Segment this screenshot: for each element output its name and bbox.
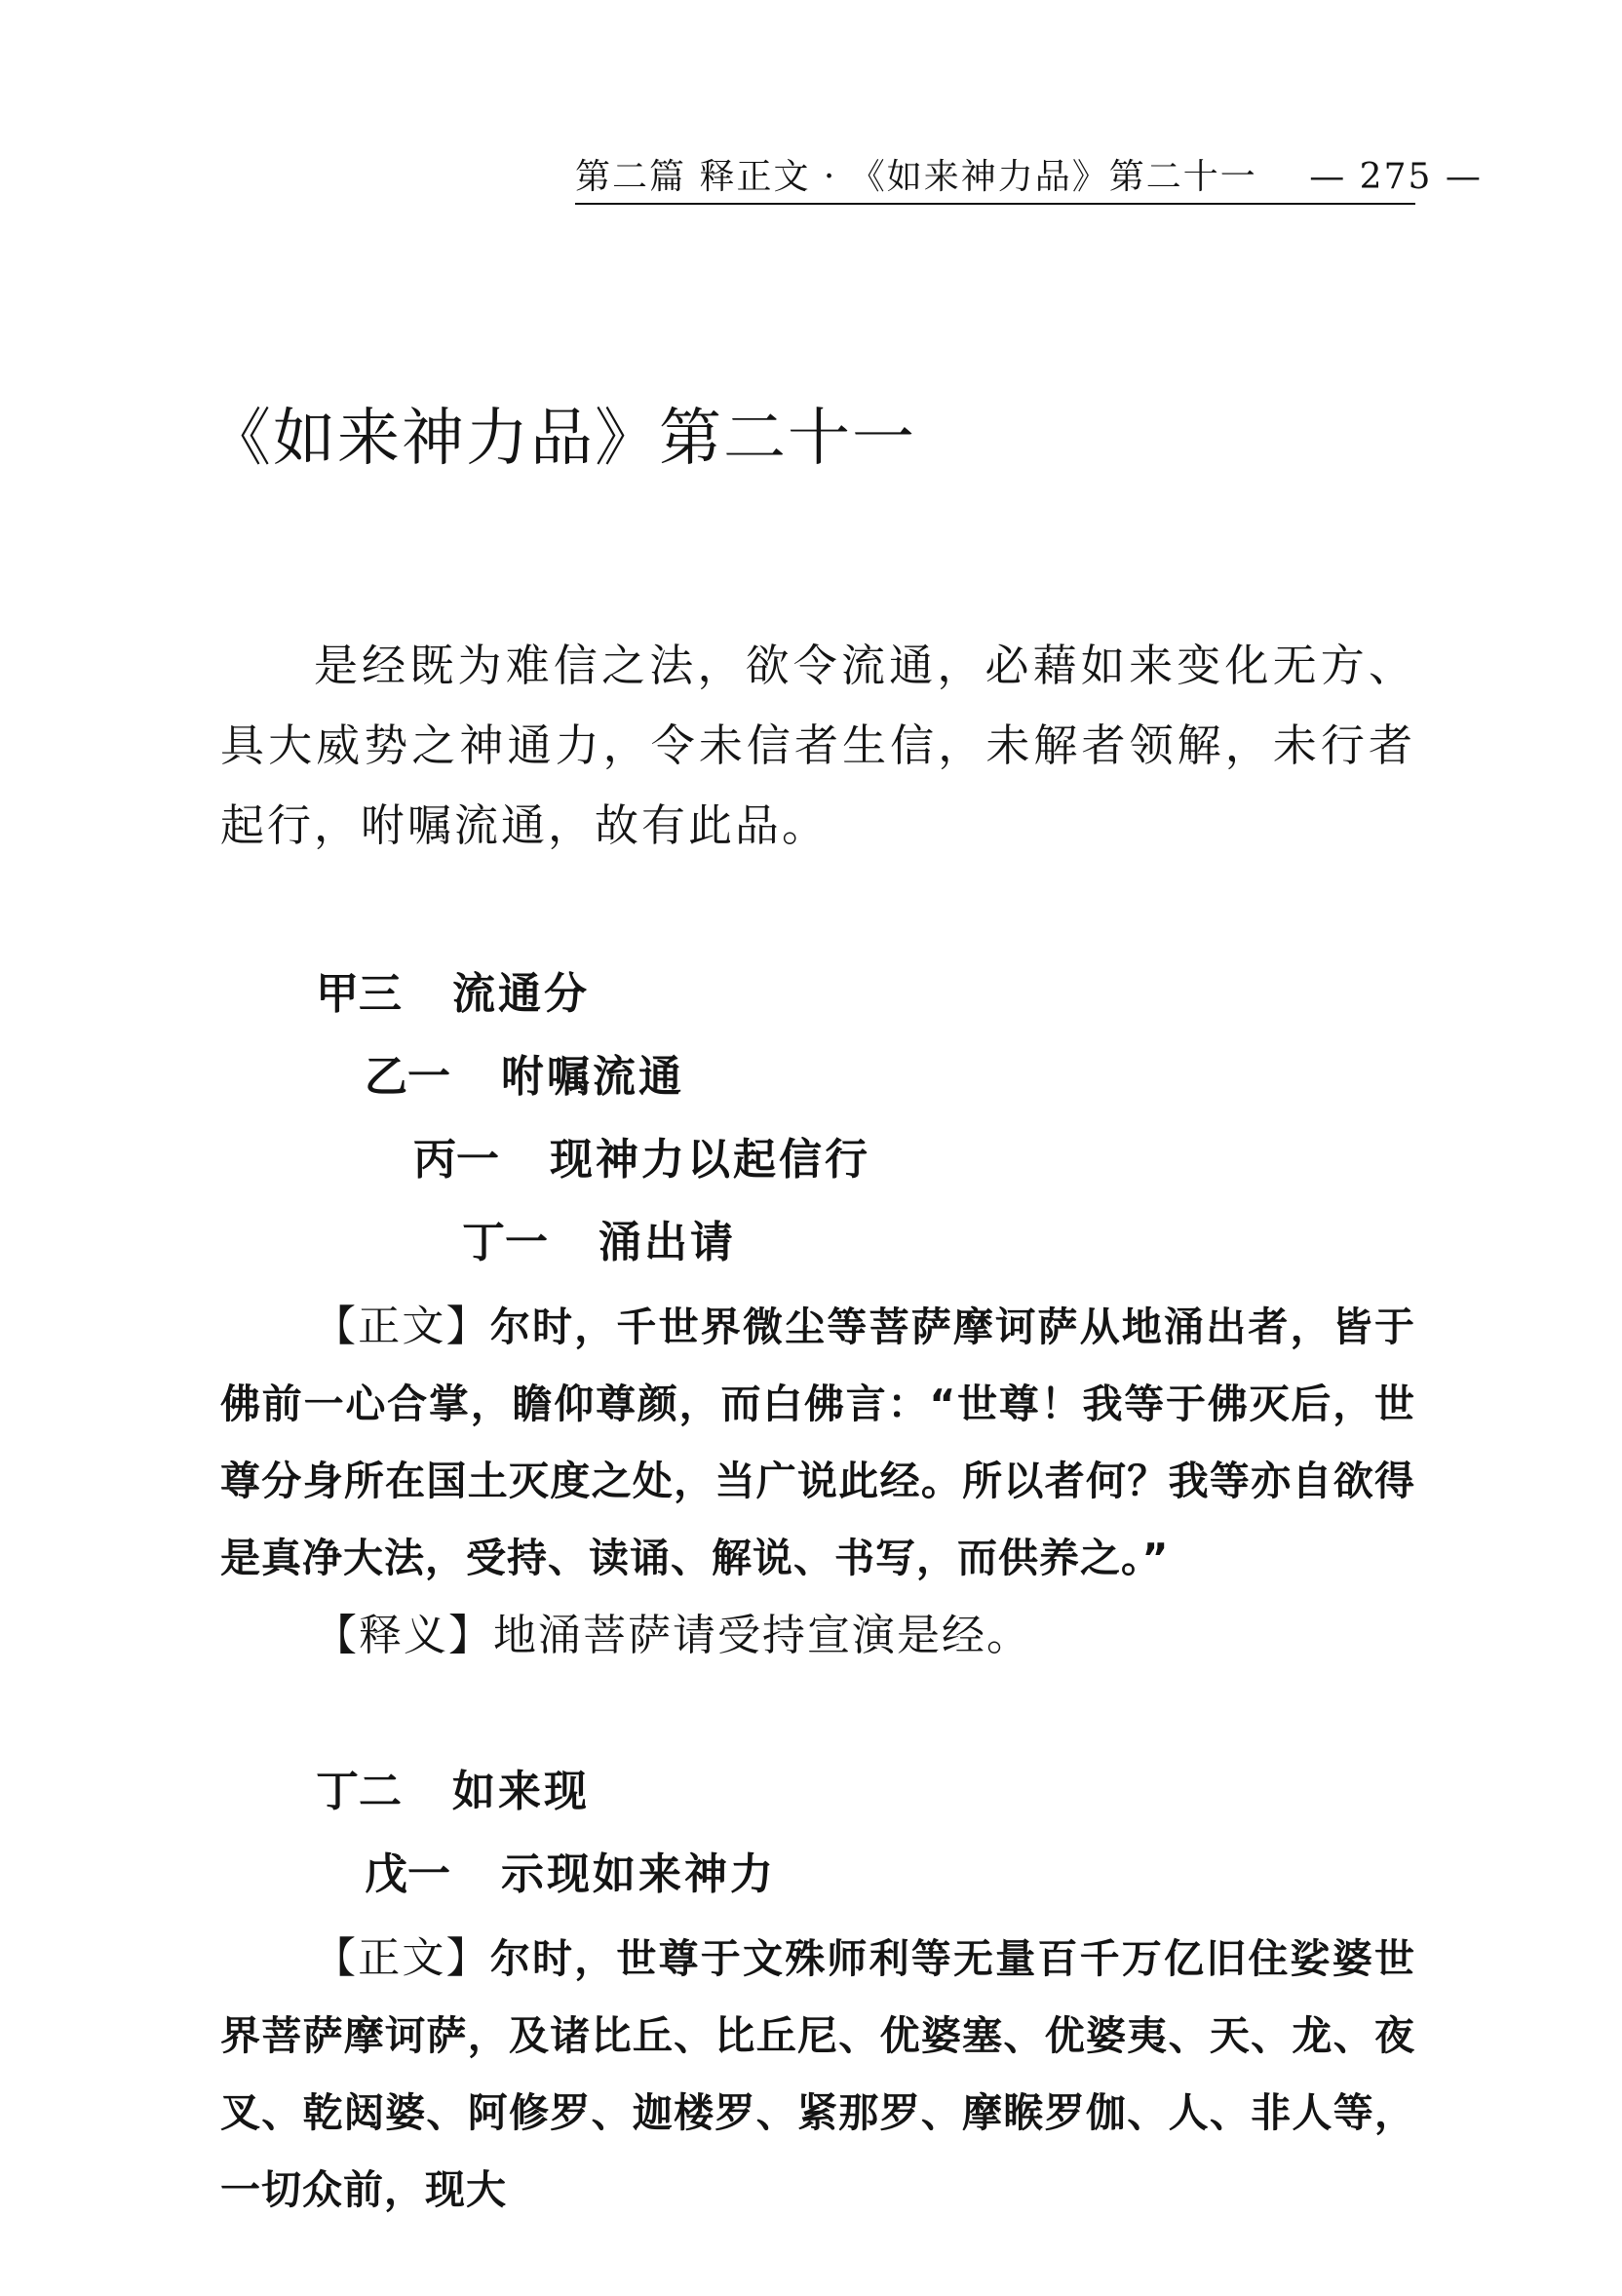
running-header xyxy=(575,154,1483,201)
scripture-body: 尔时，千世界微尘等菩萨摩诃萨从地涌出者，皆于佛前一心合掌，瞻仰尊颜，而白佛言：“世尊！我等于佛灭后，世尊分身所在国土灭度之处，当广说此经。所以者何？我等亦自欲得是真净大法，受持、读诵、解说、书写，而供养之。” xyxy=(220,1304,1416,1581)
heading-level: 甲三 xyxy=(316,969,402,1019)
outline-heading-bing1 xyxy=(413,1131,870,1189)
zhengwen-tag: 【正文】 xyxy=(314,1303,490,1351)
heading-text: 现神力以起信行 xyxy=(550,1135,870,1185)
heading-text: 示现如来神力 xyxy=(501,1849,776,1899)
heading-level: 丙一 xyxy=(413,1135,499,1185)
outline-heading-ding2 xyxy=(316,1763,590,1821)
heading-level: 乙一 xyxy=(365,1052,450,1102)
heading-level: 丁一 xyxy=(462,1218,548,1267)
intro-paragraph: 是经既为难信之法，欲令流通，必藉如来变化无方、具大威势之神通力，令未信者生信，未解者领解，未行者起行，咐嘱流通，故有此品。 xyxy=(220,640,1415,851)
outline-heading-yi1 xyxy=(365,1048,684,1107)
scripture-body: 尔时，世尊于文殊师利等无量百千万亿旧住娑婆世界菩萨摩诃萨，及诸比丘、比丘尼、优婆塞、优婆夷、天、龙、夜叉、乾闼婆、阿修罗、迦楼罗、紧那罗、摩睺罗伽、人、非人等，一切众前，现大 xyxy=(220,1935,1416,2213)
scripture-text-2 xyxy=(220,1921,1415,2229)
chapter-title: 《如来神力品》第二十一 xyxy=(209,403,916,475)
heading-level: 戊一 xyxy=(365,1849,450,1899)
outline-heading-jia3 xyxy=(316,965,590,1024)
zhengwen-tag: 【正文】 xyxy=(314,1934,490,1983)
outline-heading-ding1 xyxy=(462,1214,736,1272)
header-rule xyxy=(575,203,1415,205)
gloss-body: 地涌菩萨请受持宣演是经。 xyxy=(493,1611,1031,1660)
scripture-text-1 xyxy=(220,1289,1415,1597)
outline-heading-wu1 xyxy=(365,1846,776,1904)
heading-text: 咐嘱流通 xyxy=(501,1052,684,1102)
page-number: — 275 — xyxy=(1309,157,1483,197)
running-title: 第二篇 释正文 · 《如来神力品》第二十一 xyxy=(575,157,1257,197)
heading-text: 如来现 xyxy=(452,1767,590,1816)
heading-text: 涌出请 xyxy=(599,1218,736,1267)
heading-text: 流通分 xyxy=(452,969,590,1019)
gloss-1 xyxy=(220,1597,1415,1675)
heading-level: 丁二 xyxy=(316,1767,402,1816)
shiyi-tag: 【释义】 xyxy=(314,1611,493,1660)
